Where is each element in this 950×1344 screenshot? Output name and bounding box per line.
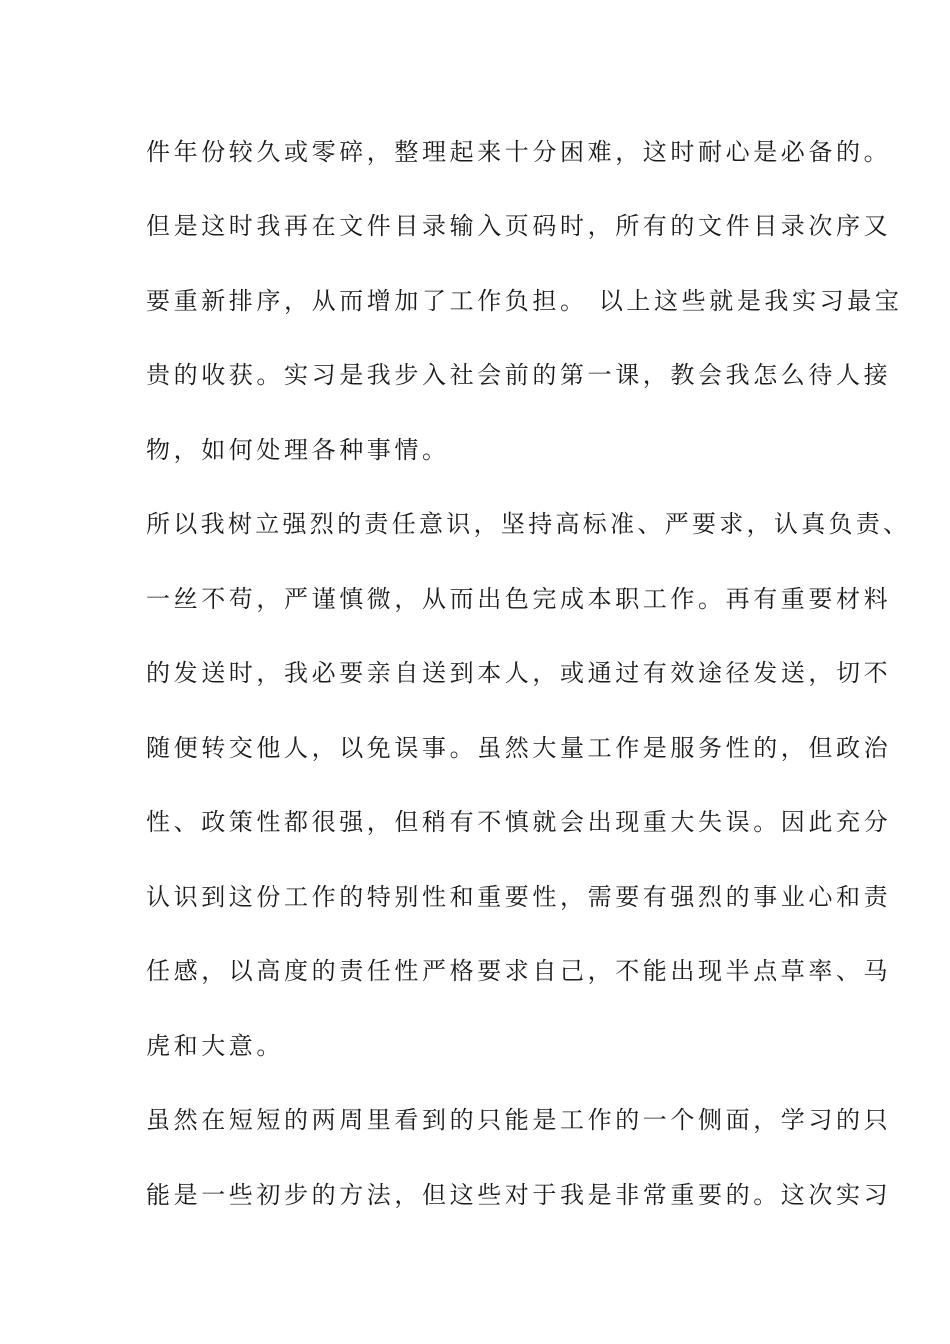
text-line: 但是这时我再在文件目录输入页码时，所有的文件目录次序又 [146, 212, 892, 240]
text-line: 贵的收获。实习是我步入社会前的第一课，教会我怎么待人接 [146, 361, 892, 389]
text-line: 性、政策性都很强，但稍有不慎就会出现重大失误。因此充分 [146, 808, 892, 836]
text-line: 随便转交他人，以免误事。虽然大量工作是服务性的，但政治 [146, 734, 892, 762]
text-line: 虽然在短短的两周里看到的只能是工作的一个侧面，学习的只 [146, 1106, 892, 1134]
text-line: 一丝不苟，严谨慎微，从而出色完成本职工作。再有重要材料 [146, 585, 892, 613]
text-line: 所以我树立强烈的责任意识，坚持高标准、严要求，认真负责、 [146, 510, 911, 538]
text-line: 任感，以高度的责任性严格要求自己，不能出现半点草率、马 [146, 957, 892, 985]
text-line: 物，如何处理各种事情。 [146, 436, 450, 464]
text-line: 要重新排序，从而增加了工作负担。 以上这些就是我实习最宝 [146, 287, 903, 315]
text-line: 能是一些初步的方法，但这些对于我是非常重要的。这次实习 [146, 1181, 892, 1209]
text-line: 认识到这份工作的特别性和重要性，需要有强烈的事业心和责 [146, 883, 892, 911]
text-line: 虎和大意。 [146, 1032, 284, 1060]
text-line: 的发送时，我必要亲自送到本人，或通过有效途径发送，切不 [146, 659, 892, 687]
text-line: 件年份较久或零碎，整理起来十分困难，这时耐心是必备的。 [146, 138, 892, 166]
